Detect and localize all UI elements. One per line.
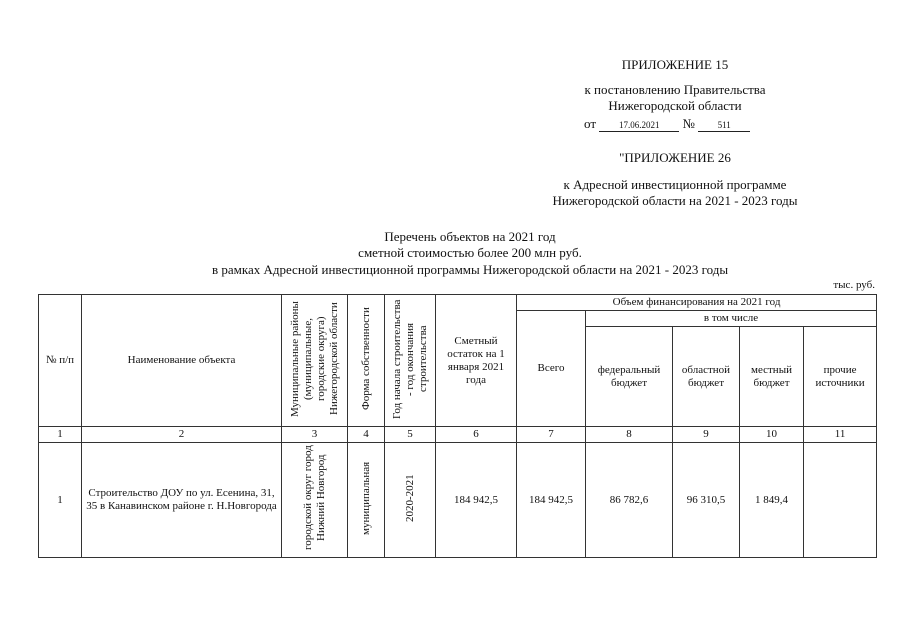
list-title-line-3: в рамках Адресной инвестиционной программы Нижегородской области на 2021 - 2023 годы [211,262,729,277]
row-ownership: муниципальная [359,461,372,535]
appendix-15-title: ПРИЛОЖЕНИЕ 15 [621,57,729,72]
header-local: местный бюджет [740,327,804,427]
units-label: тыс. руб. [833,279,875,291]
row-municipality-cell [282,443,348,558]
row-other [804,443,877,558]
col-num-1: 1 [39,427,82,443]
row-municipality: городской округ город Нижний Новгород [301,445,327,551]
list-title-line-1: Перечень объектов на 2021 год [384,229,556,244]
col-num-7: 7 [517,427,586,443]
col-num-9: 9 [673,427,740,443]
header-funding-group: Объем финансирования на 2021 год [517,295,877,311]
col-num-3: 3 [282,427,348,443]
row-object-name: Строительство ДОУ по ул. Есенина, 31, 35 в Канавинском районе г. Н.Новгорода [82,443,282,558]
row-total: 184 942,5 [517,443,586,558]
header-other: прочие источники [804,327,877,427]
list-title-line-2: сметной стоимостью более 200 млн руб. [358,245,582,260]
col-num-11: 11 [804,427,877,443]
number-sign: № [682,116,695,131]
row-local: 1 849,4 [740,443,804,558]
resolution-line-2: Нижегородской области [608,98,742,113]
header-years-cell [385,295,436,427]
col-num-5: 5 [385,427,436,443]
date-prefix: от [584,116,597,131]
table-row [39,443,877,558]
program-line-2: Нижегородской области на 2021 - 2023 годы [552,193,798,208]
date-value: 17.06.2021 [599,120,679,132]
resolution-date-line [584,116,764,132]
col-num-4: 4 [348,427,385,443]
objects-table [38,294,877,558]
number-value: 511 [698,120,750,132]
header-total: Всего [517,311,586,427]
header-name: Наименование объекта [82,295,282,427]
header-municipality: Муниципальные районы (муниципальные, городские округа) Нижегородской области [288,300,340,417]
col-num-2: 2 [82,427,282,443]
row-years-cell [385,443,436,558]
row-remaining: 184 942,5 [436,443,517,558]
resolution-line-1: к постановлению Правительства [584,82,766,97]
header-remaining: Сметный остаток на 1 января 2021 года [436,295,517,427]
program-line-1: к Адресной инвестиционной программе [563,177,787,192]
row-regional: 96 310,5 [673,443,740,558]
row-num: 1 [39,443,82,558]
header-ownership: Форма собственности [359,307,372,410]
header-regional: областной бюджет [673,327,740,427]
row-federal: 86 782,6 [586,443,673,558]
column-numbers-row [39,427,877,443]
header-municipality-cell [282,295,348,427]
header-num: № п/п [39,295,82,427]
col-num-6: 6 [436,427,517,443]
header-ownership-cell [348,295,385,427]
header-including: в том числе [586,311,877,327]
appendix-26-title: "ПРИЛОЖЕНИЕ 26 [619,150,731,165]
row-years: 2020-2021 [403,474,416,522]
header-federal: федеральный бюджет [586,327,673,427]
col-num-8: 8 [586,427,673,443]
header-years: Год начала строительства - год окончания строительства [390,298,429,419]
row-ownership-cell [348,443,385,558]
col-num-10: 10 [740,427,804,443]
